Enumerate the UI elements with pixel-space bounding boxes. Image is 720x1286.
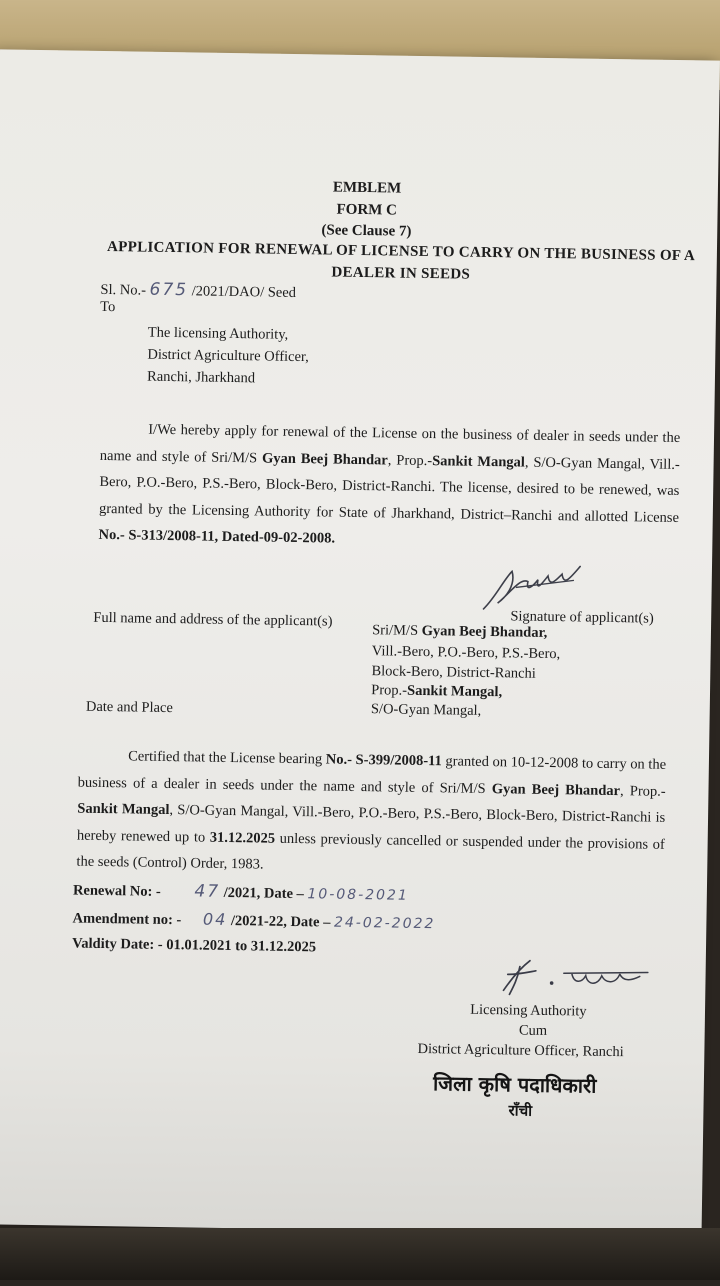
amendment-date: 24-02-2022: [333, 914, 436, 933]
form-heading: FORM C: [336, 201, 398, 219]
authority-signature-icon: [489, 952, 655, 1005]
renewal-date: 10-08-2021: [307, 886, 409, 904]
certificate-text-1: Certified that the License bearing: [128, 748, 326, 768]
certificate-firm: Gyan Beej Bhandar: [491, 780, 621, 799]
amendment-line: [72, 908, 435, 934]
application-license-ref: No.- S-313/2008-11, Dated-09-02-2008.: [98, 526, 336, 547]
date-place-label: Date and Place: [85, 698, 174, 717]
authority-line-2: Cum: [518, 1022, 548, 1039]
application-text-2: , Prop.-: [387, 451, 433, 469]
serial-prefix: Sl. No.-: [100, 281, 147, 299]
renewal-date-label: /2021, Date –: [223, 884, 304, 903]
serial-handwritten: 675: [149, 279, 189, 301]
page-title: APPLICATION FOR RENEWAL OF LICENSE TO CARRY ON THE BUSINESS OF A DEALER IN SEEDS: [106, 238, 696, 283]
application-proprietor: Sankit Mangal: [432, 452, 526, 471]
authority-line-3: District Agriculture Officer, Ranchi: [417, 1040, 624, 1061]
official-stamp-title: जिला कृषि पदाधिकारी: [432, 1071, 597, 1098]
amendment-number: 04: [202, 909, 228, 929]
applicant-line-4-prefix: Prop.-: [371, 682, 408, 699]
official-stamp-place: राँची: [508, 1101, 533, 1120]
application-paragraph: [98, 416, 680, 558]
applicant-line-3: Block-Bero, District-Ranchi: [371, 663, 536, 682]
addressee-line-3: Ranchi, Jharkhand: [146, 368, 256, 387]
renewal-line: [73, 880, 409, 905]
application-text-1: I/We hereby apply for renewal of the License on the business of dealer in seeds under the name and style of Sri/M/S: [99, 421, 681, 466]
renewal-number: 47: [194, 881, 221, 902]
clause-heading: (See Clause 7): [321, 222, 412, 240]
application-firm: Gyan Beej Bhandar: [261, 449, 388, 468]
applicant-line-2: Vill.-Bero, P.O.-Bero, P.S.-Bero,: [371, 643, 561, 663]
amendment-label: Amendment no: -: [72, 910, 182, 929]
emblem-heading: EMBLEM: [332, 179, 402, 197]
certificate-text-4: , S/O-Gyan Mangal, Vill.-Bero, P.O.-Bero, P.S.-Bero, Block-Bero, District-Ranchi is hereby renewed up to: [76, 802, 666, 846]
certificate-paragraph: [76, 743, 666, 885]
applicant-proprietor: Sankit Mangal,: [406, 682, 503, 701]
certificate-license-no: No.- S-399/2008-11: [325, 751, 442, 770]
signature-label: Signature of applicant(s): [510, 608, 654, 627]
applicant-firm: Gyan Beej Bhandar,: [421, 622, 548, 641]
applicant-line-5: S/O-Gyan Mangal,: [370, 701, 482, 719]
certificate-renew-until: 31.12.2025: [209, 829, 276, 847]
addressee-line-1: The licensing Authority,: [147, 324, 289, 343]
to-label: To: [100, 298, 116, 316]
validity-line: Valdity Date: - 01.01.2021 to 31.12.2025: [72, 935, 317, 956]
renewal-label: Renewal No: -: [72, 882, 161, 900]
addressee-line-2: District Agriculture Officer,: [147, 346, 309, 366]
serial-number: [100, 279, 296, 302]
applicant-line-1: [372, 622, 547, 642]
amendment-date-label: /2021-22, Date –: [230, 913, 331, 931]
certificate-text-2: granted on 10-12-2008 to carry on the business of a dealer in seeds under the name and style of Sri/M/S: [77, 753, 667, 797]
certificate-proprietor: Sankit Mangal: [77, 800, 170, 819]
certificate-text-5: unless previously cancelled or suspended under the provisions of the seeds (Control) Order, 1983.: [76, 830, 665, 873]
authority-line-1: Licensing Authority: [470, 1001, 587, 1020]
applicant-label: Full name and address of the applicant(s): [93, 609, 333, 630]
serial-suffix: /2021/DAO/ Seed: [191, 283, 297, 301]
application-text-3: , S/O-Gyan Mangal, Vill.-Bero, P.O.-Bero, P.S.-Bero, Block-Bero, District-Ranchi. The license, desired to be renewed, was granted by the Licensing Authority for State of Jharkhand, District–Ranchi and allotted License: [98, 454, 680, 526]
applicant-line-4: [371, 682, 502, 701]
applicant-line-1-prefix: Sri/M/S: [372, 622, 422, 639]
certificate-text-3: , Prop.-: [619, 782, 666, 800]
